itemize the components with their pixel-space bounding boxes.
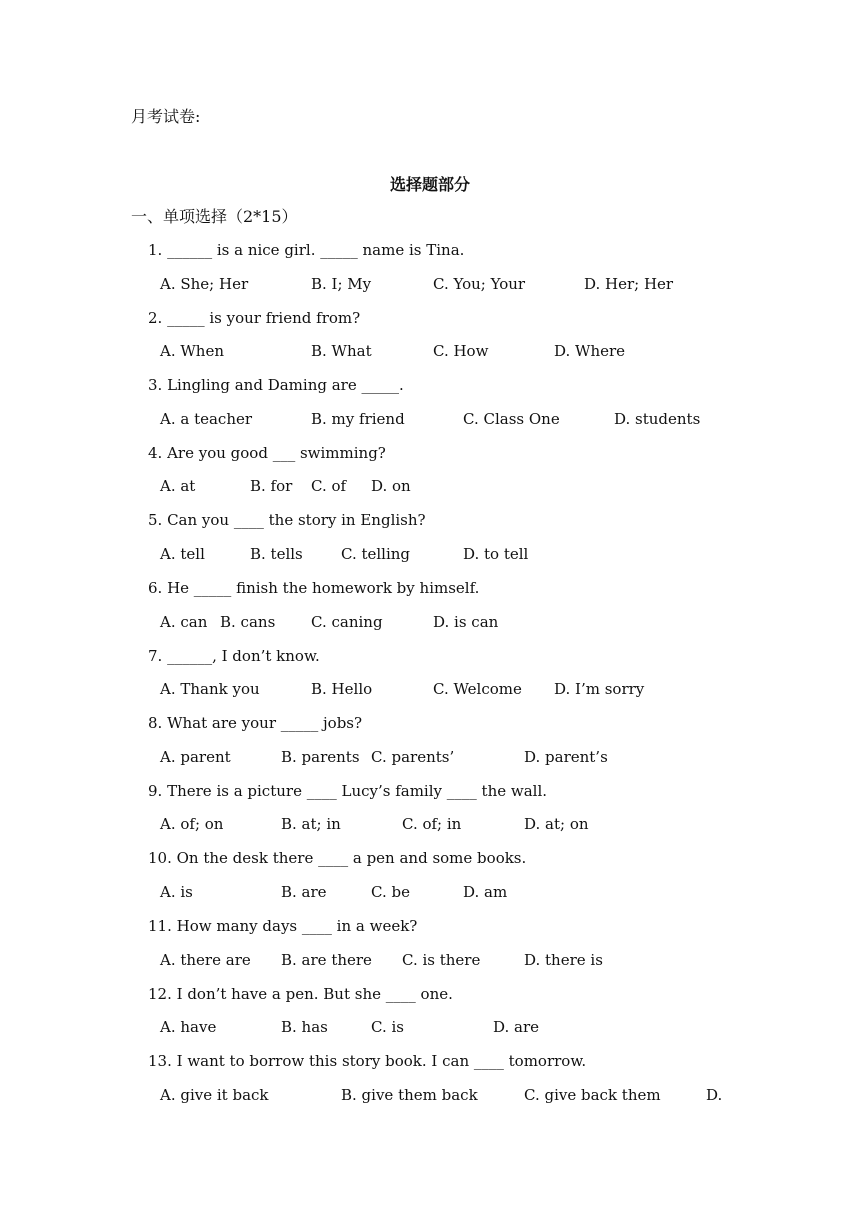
answer-option: C. of xyxy=(311,477,347,496)
answer-option: A. give it back xyxy=(160,1085,269,1104)
question-text: 1. ______ is a nice girl. _____ name is Tina. xyxy=(148,241,465,259)
answer-option: D. there is xyxy=(524,950,603,969)
answer-option: A. can xyxy=(160,612,208,631)
answer-option: A. have xyxy=(160,1018,217,1037)
answer-option: B. Hello xyxy=(311,680,373,699)
answer-option: A. there are xyxy=(160,950,251,969)
question-text: 13. I want to borrow this story book. I can ____ tomorrow. xyxy=(148,1052,587,1071)
answer-option: D. is can xyxy=(433,612,499,631)
answer-option: D. I’m sorry xyxy=(554,680,645,699)
answer-option: D. am xyxy=(463,883,508,901)
answer-option: A. of; on xyxy=(160,815,224,834)
question-text: 8. What are your _____ jobs? xyxy=(148,714,363,733)
answer-option: D. at; on xyxy=(524,815,589,834)
answer-option: B. What xyxy=(311,342,372,361)
answer-option: D. parent’s xyxy=(524,747,608,766)
answer-option: B. at; in xyxy=(281,815,341,834)
answer-option: C. You; Your xyxy=(433,274,526,293)
answer-option: C. be xyxy=(371,883,410,901)
answer-option: D. are xyxy=(493,1018,540,1037)
answer-option: B. my friend xyxy=(311,409,405,428)
section-title: 选择题部分 xyxy=(389,175,470,194)
answer-option: A. parent xyxy=(160,747,231,766)
question-text: 3. Lingling and Daming are _____. xyxy=(148,376,404,395)
answer-option: C. is there xyxy=(402,950,481,969)
question-text: 7. ______, I don’t know. xyxy=(148,646,320,665)
answer-option: D. Where xyxy=(554,342,626,361)
answer-option: B. are xyxy=(281,883,327,901)
question-text: 4. Are you good ___ swimming? xyxy=(148,443,386,462)
question-text: 11. How many days ____ in a week? xyxy=(148,917,418,935)
answer-option: C. telling xyxy=(341,545,411,563)
question-text: 10. On the desk there ____ a pen and some books. xyxy=(148,849,527,868)
answer-option: B. cans xyxy=(220,612,276,631)
answer-option: C. How xyxy=(433,342,489,361)
answer-option: C. of; in xyxy=(402,815,462,834)
answer-option: B. parents xyxy=(281,747,360,766)
answer-option: B. for xyxy=(250,477,293,496)
answer-option: A. She; Her xyxy=(160,274,249,293)
exam-header: 月考试卷: xyxy=(131,107,201,126)
answer-option: B. are there xyxy=(281,950,372,969)
question-text: 9. There is a picture ____ Lucy’s family ____ the wall. xyxy=(148,781,548,800)
answer-option: B. give them back xyxy=(341,1085,478,1104)
answer-option: C. Class One xyxy=(463,409,560,428)
answer-option: B. has xyxy=(281,1018,328,1037)
question-text: 2. _____ is your friend from? xyxy=(148,308,361,327)
answer-option: C. Welcome xyxy=(433,680,522,699)
answer-option: A. tell xyxy=(160,545,205,563)
answer-option: D. to tell xyxy=(463,545,529,563)
answer-option: A. a teacher xyxy=(160,409,253,428)
answer-option: C. is xyxy=(371,1018,404,1037)
answer-option: D. on xyxy=(371,477,411,496)
section-heading: 一、单项选择（2*15） xyxy=(131,207,298,226)
answer-option: A. Thank you xyxy=(160,680,260,699)
question-text: 12. I don’t have a pen. But she ____ one. xyxy=(148,984,453,1003)
answer-option: C. give back them xyxy=(524,1085,661,1104)
answer-option: A. at xyxy=(160,477,196,496)
question-text: 6. He _____ finish the homework by himself. xyxy=(148,579,480,597)
answer-option: D. xyxy=(706,1085,723,1104)
answer-option: A. When xyxy=(160,342,224,361)
answer-option: B. tells xyxy=(250,545,303,563)
answer-option: C. parents’ xyxy=(371,747,455,766)
question-text: 5. Can you ____ the story in English? xyxy=(148,511,426,530)
answer-option: D. students xyxy=(614,409,701,428)
answer-option: A. is xyxy=(160,883,193,901)
answer-option: B. I; My xyxy=(311,274,372,293)
answer-option: D. Her; Her xyxy=(584,274,674,293)
answer-option: C. caning xyxy=(311,612,383,631)
